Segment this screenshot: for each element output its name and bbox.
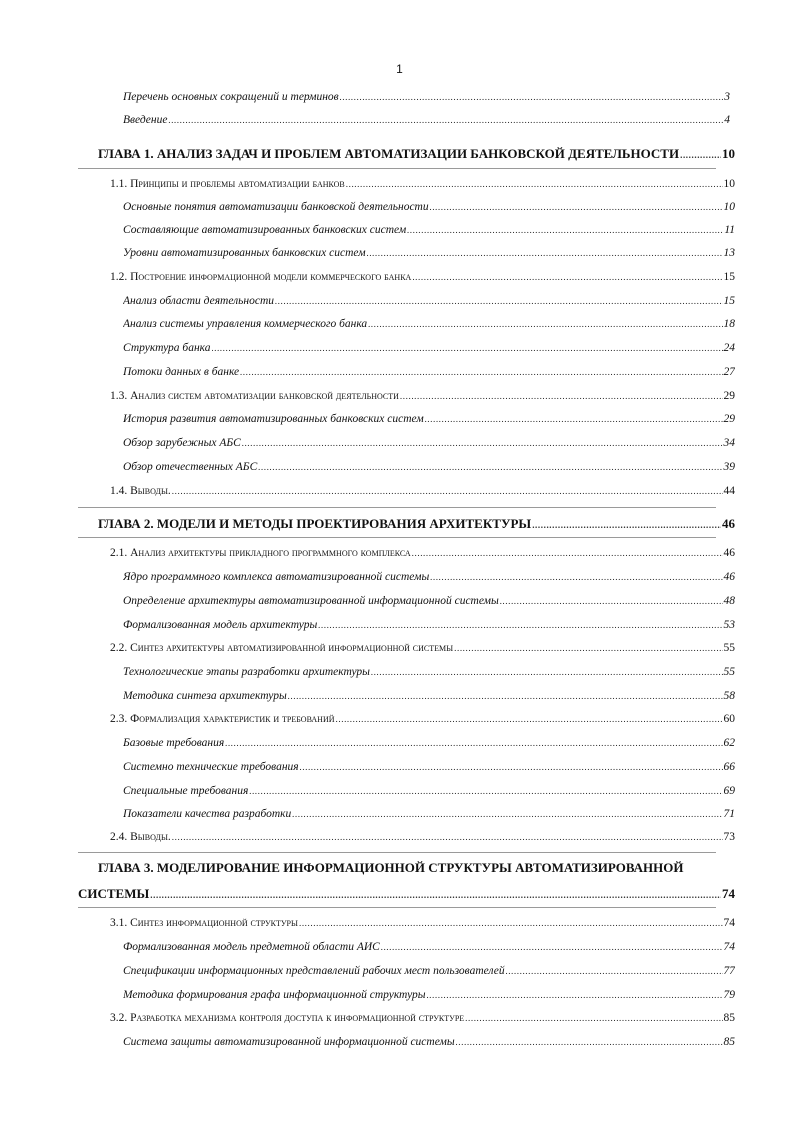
toc-entry-title: Методика синтеза архитектуры xyxy=(123,690,287,702)
toc-section-1-4 xyxy=(110,485,735,497)
toc-entry-title: Определение архитектуры автоматизированной информационной системы xyxy=(123,595,499,607)
toc-entry-title: СИСТЕМЫ xyxy=(78,886,150,901)
dot-leader xyxy=(368,319,722,329)
dot-leader xyxy=(412,272,722,282)
dot-leader xyxy=(168,115,723,125)
dot-leader xyxy=(430,572,722,582)
dot-leader xyxy=(425,414,723,424)
dot-leader xyxy=(225,738,722,748)
toc-subsection xyxy=(123,808,735,820)
toc-entry-title: Формализованная модель архитектуры xyxy=(123,619,318,631)
toc-subsection xyxy=(123,318,735,330)
toc-subsection xyxy=(123,785,735,797)
toc-entry-page: 13 xyxy=(723,247,735,259)
toc-entry-title: Системно технические требования xyxy=(123,761,299,773)
toc-entry-title: ГЛАВА 1. АНАЛИЗ ЗАДАЧ И ПРОБЛЕМ АВТОМАТИЗАЦИИ БАНКОВСКОЙ ДЕЯТЕЛЬНОСТИ xyxy=(98,146,680,161)
toc-subsection xyxy=(123,761,735,773)
toc-entry-title: 1.3. Анализ систем автоматизации банковской деятельности xyxy=(110,390,399,402)
divider xyxy=(78,907,716,908)
toc-section-2-1 xyxy=(110,547,735,559)
divider xyxy=(78,852,716,853)
dot-leader xyxy=(318,620,722,630)
toc-entry-title: Уровни автоматизированных банковских систем xyxy=(123,247,366,259)
toc-entry-title: Потоки данных в банке xyxy=(123,366,240,378)
dot-leader xyxy=(400,391,723,401)
toc-entry-page: 15 xyxy=(723,295,735,307)
toc-entry-title: Составляющие автоматизированных банковских систем xyxy=(123,224,407,236)
dot-leader xyxy=(506,966,723,976)
toc-subsection xyxy=(123,461,735,473)
toc-entry-title: 2.2. Синтез архитектуры автоматизированной информационной системы xyxy=(110,642,454,654)
toc-chapter-3 xyxy=(78,886,735,902)
dot-leader xyxy=(454,643,722,653)
toc-subsection xyxy=(123,737,735,749)
dot-leader xyxy=(172,486,723,496)
toc-entry-title: История развития автоматизированных банковских систем xyxy=(123,413,424,425)
toc-entry-page: 44 xyxy=(723,485,735,497)
toc-entry-title: Базовые требования xyxy=(123,737,225,749)
toc-entry-page: 46 xyxy=(723,571,735,583)
toc-entry-page: 77 xyxy=(723,965,735,977)
toc-section-1-3 xyxy=(110,390,735,402)
divider xyxy=(78,168,716,169)
dot-leader xyxy=(242,438,723,448)
toc-entry-title: ГЛАВА 2. МОДЕЛИ И МЕТОДЫ ПРОЕКТИРОВАНИЯ АРХИТЕКТУРЫ xyxy=(98,516,532,531)
toc-subsection xyxy=(123,595,735,607)
toc-entry-title: 3.1. Синтез информационной структуры xyxy=(110,917,298,929)
toc-entry-title: Перечень основных сокращений и терминов xyxy=(123,91,339,103)
dot-leader xyxy=(532,520,721,530)
toc-entry-page: 10 xyxy=(723,201,735,213)
toc-entry-page: 46 xyxy=(722,516,735,531)
dot-leader xyxy=(407,225,723,235)
toc-entry-page: 29 xyxy=(723,390,735,402)
toc-section-2-4 xyxy=(110,831,735,843)
divider xyxy=(78,537,716,538)
toc-subsection xyxy=(123,413,735,425)
dot-leader xyxy=(427,990,723,1000)
toc-entry-title: Методика формирования графа информационной структуры xyxy=(123,989,426,1001)
toc-subsection xyxy=(123,690,735,702)
toc-subsection xyxy=(123,247,735,259)
dot-leader xyxy=(340,92,724,102)
toc-section-2-3 xyxy=(110,713,735,725)
toc-entry-page: 34 xyxy=(723,437,735,449)
toc-entry-page: 58 xyxy=(723,690,735,702)
toc-subsection xyxy=(123,965,735,977)
dot-leader xyxy=(240,367,722,377)
toc-entry-title: 1.2. Построение информационной модели коммерческого банка xyxy=(110,271,412,283)
toc-section-1-2 xyxy=(110,271,735,283)
toc-entry-title: 1.4. Выводы. xyxy=(110,485,171,497)
toc-entry-page: 73 xyxy=(723,831,735,843)
toc-entry-title: 2.4. Выводы. xyxy=(110,831,171,843)
toc-entry-page: 10 xyxy=(722,146,735,161)
toc-entry-page: 29 xyxy=(723,413,735,425)
dot-leader xyxy=(381,942,723,952)
page-number: 1 xyxy=(396,62,403,76)
dot-leader xyxy=(430,202,723,212)
toc-subsection xyxy=(123,342,735,354)
toc-entry-title: 2.3. Формализация характеристик и требований xyxy=(110,713,335,725)
dot-leader xyxy=(346,179,723,189)
toc-entry-page: 4 xyxy=(724,114,730,126)
toc-entry-page: 3 xyxy=(724,91,730,103)
dot-leader xyxy=(680,150,721,160)
toc-entry-title: Формализованная модель предметной области АИС xyxy=(123,941,380,953)
toc-entry-page: 27 xyxy=(723,366,735,378)
toc-entry-title: Обзор отечественных АБС xyxy=(123,461,258,473)
toc-entry-title: Введение xyxy=(123,114,168,126)
toc-entry-title: Система защиты автоматизированной информационной системы xyxy=(123,1036,455,1048)
toc-entry-title: 3.2. Разработка механизма контроля доступа к информационной структуре xyxy=(110,1012,465,1024)
dot-leader xyxy=(249,786,722,796)
dot-leader xyxy=(500,596,723,606)
toc-entry-page: 85 xyxy=(723,1036,735,1048)
toc-entry-page: 74 xyxy=(723,941,735,953)
toc-entry-page: 79 xyxy=(723,989,735,1001)
toc-subsection xyxy=(123,224,735,236)
toc-entry-page: 74 xyxy=(722,886,735,901)
toc-section-3-2 xyxy=(110,1012,735,1024)
dot-leader xyxy=(288,691,723,701)
toc-entry-title: Показатели качества разработки xyxy=(123,808,292,820)
toc-entry-page: 55 xyxy=(723,666,735,678)
dot-leader xyxy=(465,1013,722,1023)
toc-entry-page: 10 xyxy=(723,178,735,190)
toc-entry-page: 85 xyxy=(723,1012,735,1024)
toc-entry-introduction xyxy=(123,114,730,126)
toc-entry-title: 2.1. Анализ архитектуры прикладного программного комплекса xyxy=(110,547,411,559)
toc-entry-page: 66 xyxy=(723,761,735,773)
toc-entry-abbreviations xyxy=(123,91,730,103)
toc-entry-title: Структура банка xyxy=(123,342,211,354)
toc-entry-page: 46 xyxy=(723,547,735,559)
toc-entry-page: 62 xyxy=(723,737,735,749)
toc-entry-page: 15 xyxy=(723,271,735,283)
toc-chapter-2 xyxy=(98,516,735,532)
toc-entry-title: Основные понятия автоматизации банковской деятельности xyxy=(123,201,429,213)
toc-section-1-1 xyxy=(110,178,735,190)
dot-leader xyxy=(258,462,722,472)
toc-entry-page: 71 xyxy=(723,808,735,820)
toc-subsection xyxy=(123,941,735,953)
toc-entry-page: 11 xyxy=(724,224,735,236)
toc-entry-page: 39 xyxy=(723,461,735,473)
dot-leader xyxy=(299,918,723,928)
toc-entry-title: Ядро программного комплекса автоматизированной системы xyxy=(123,571,430,583)
toc-entry-title: Специальные требования xyxy=(123,785,249,797)
toc-entry-title: Спецификации информационных представлений рабочих мест пользователей xyxy=(123,965,505,977)
toc-entry-title: Анализ системы управления коммерческого банка xyxy=(123,318,368,330)
toc-entry-page: 48 xyxy=(723,595,735,607)
dot-leader xyxy=(456,1037,723,1047)
toc-entry-title: 1.1. Принципы и проблемы автоматизации банков xyxy=(110,178,345,190)
dot-leader xyxy=(371,667,723,677)
toc-subsection xyxy=(123,1036,735,1048)
toc-entry-page: 69 xyxy=(723,785,735,797)
dot-leader xyxy=(212,343,723,353)
dot-leader xyxy=(275,296,722,306)
toc-section-2-2 xyxy=(110,642,735,654)
toc-subsection xyxy=(123,366,735,378)
toc-entry-page: 18 xyxy=(723,318,735,330)
toc-entry-page: 55 xyxy=(723,642,735,654)
toc-chapter-3-heading: ГЛАВА 3. МОДЕЛИРОВАНИЕ ИНФОРМАЦИОННОЙ СТРУКТУРЫ АВТОМАТИЗИРОВАННОЙ xyxy=(98,860,684,875)
dot-leader xyxy=(292,809,722,819)
dot-leader xyxy=(172,832,723,842)
toc-entry-page: 53 xyxy=(723,619,735,631)
toc-entry-title: Технологические этапы разработки архитектуры xyxy=(123,666,370,678)
toc-entry-title: Обзор зарубежных АБС xyxy=(123,437,241,449)
dot-leader xyxy=(412,548,723,558)
dot-leader xyxy=(367,248,723,258)
toc-section-3-1 xyxy=(110,917,735,929)
toc-subsection xyxy=(123,989,735,1001)
toc-entry-page: 24 xyxy=(723,342,735,354)
divider xyxy=(78,507,716,508)
dot-leader xyxy=(336,714,723,724)
toc-entry-title: Анализ области деятельности xyxy=(123,295,275,307)
toc-chapter-1 xyxy=(98,146,735,162)
toc-subsection xyxy=(123,437,735,449)
toc-entry-page: 74 xyxy=(723,917,735,929)
toc-subsection xyxy=(123,619,735,631)
dot-leader xyxy=(150,890,721,900)
toc-subsection xyxy=(123,571,735,583)
toc-subsection xyxy=(123,666,735,678)
dot-leader xyxy=(300,762,723,772)
toc-subsection xyxy=(123,201,735,213)
toc-subsection xyxy=(123,295,735,307)
toc-entry-page: 60 xyxy=(723,713,735,725)
